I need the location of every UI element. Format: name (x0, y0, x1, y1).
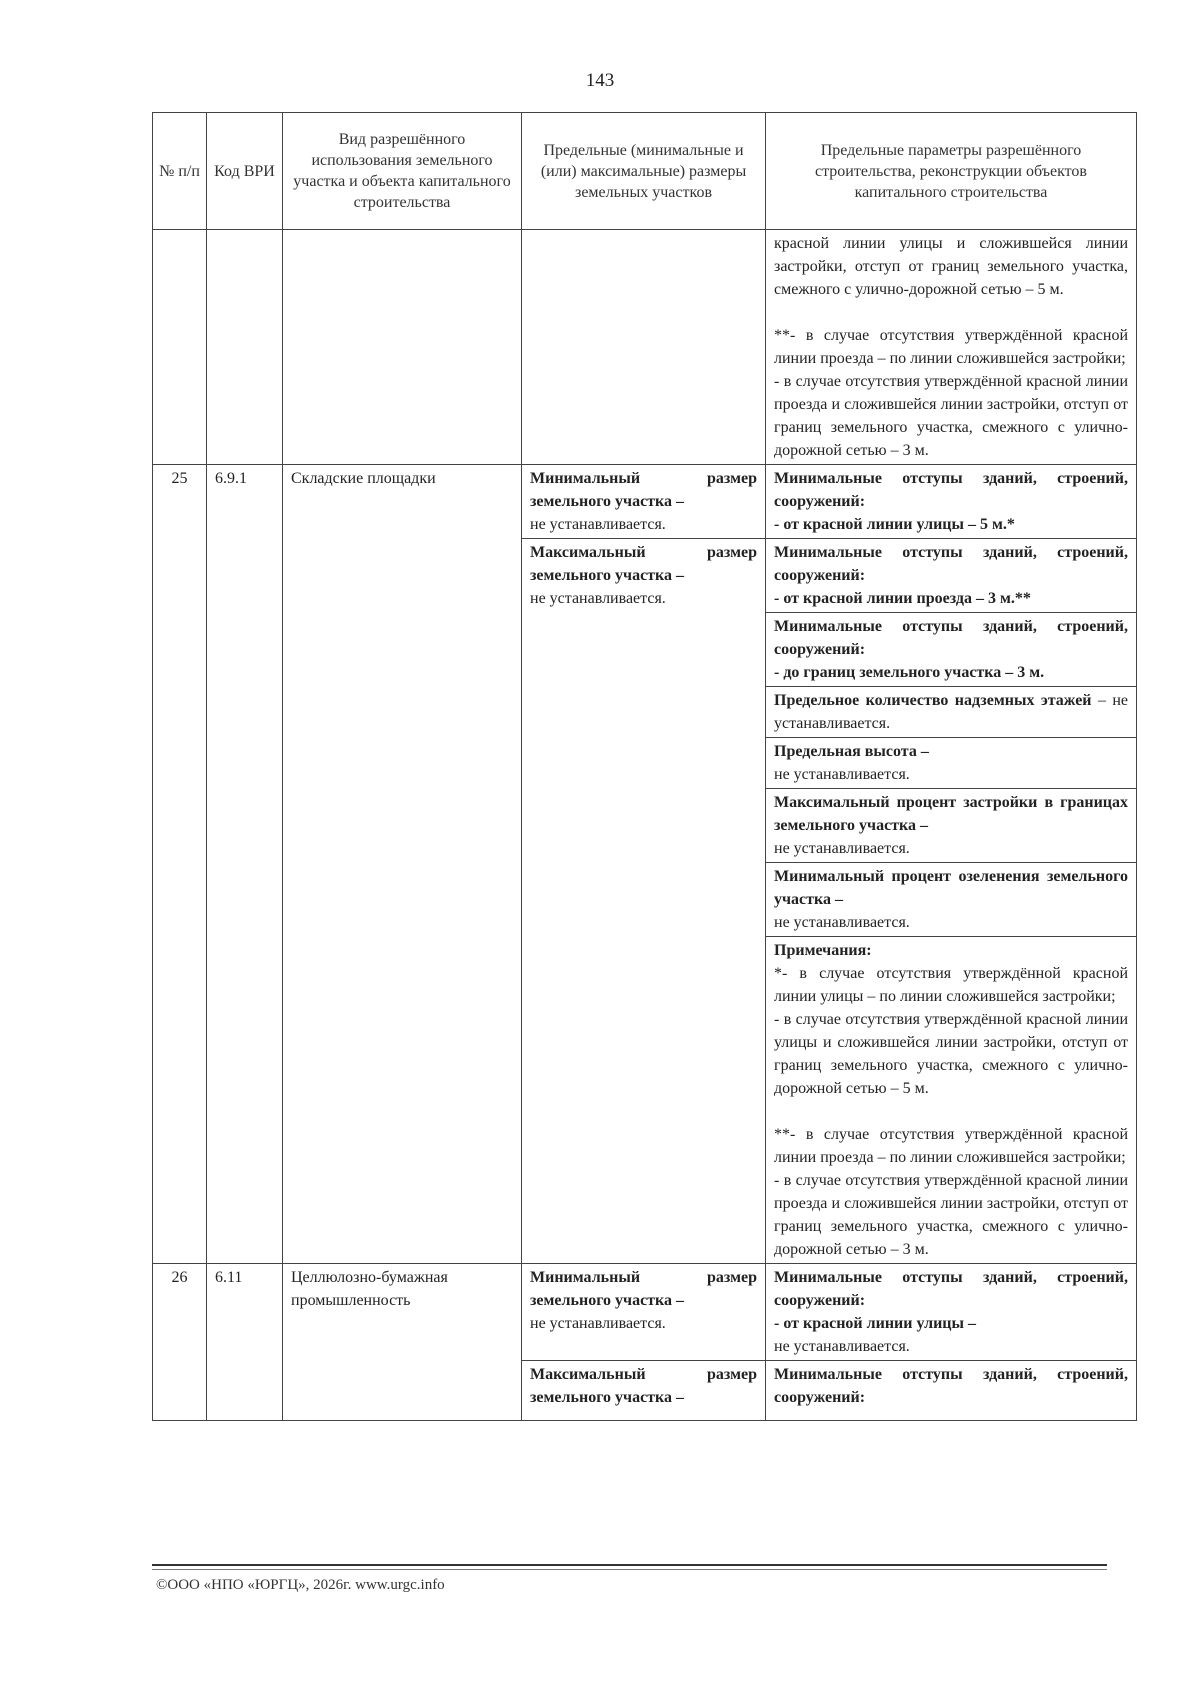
continuation-text-1: красной линии улицы и сложившейся линии застройки, отступ от границ земельного участка, смежного с улично-дорожной сетью – 5 м. (774, 235, 1128, 298)
header-code: Код ВРИ (207, 113, 283, 230)
row25-param-1 (766, 465, 1137, 539)
row26-min-size-label: Минимальный размер земельного участка – (530, 1269, 757, 1309)
row25-note-3: **- в случае отсутствия утверждённой красной линии проезда – по линии сложившейся застройки; (774, 1126, 1128, 1166)
header-params: Предельные параметры разрешённого строительства, реконструкции объектов капитального строительства (766, 113, 1137, 230)
row25-param-4 (766, 687, 1137, 738)
row25-param-2 (766, 539, 1137, 613)
row25-param-7-value: не устанавливается. (774, 914, 910, 931)
row26-param-1-label: Минимальные отступы зданий, строений, сооружений: (774, 1269, 1128, 1309)
row25-name: Складские площадки (283, 465, 522, 1264)
row26-param-2-label: Минимальные отступы зданий, строений, сооружений: (774, 1366, 1128, 1406)
row25-param-4-label: Предельное количество надземных этажей (774, 692, 1092, 709)
row25-param-1-label: Минимальные отступы зданий, строений, сооружений: (774, 470, 1128, 510)
header-num: № п/п (153, 113, 207, 230)
row25-max-size (522, 539, 766, 1264)
row25-num: 25 (153, 465, 207, 1264)
row25-note-2: - в случае отсутствия утверждённой красной линии улицы и сложившейся линии застройки, отступ от границ земельного участка, смежного с улично-дорожной сетью – 5 м. (774, 1011, 1128, 1097)
continuation-text-2: **- в случае отсутствия утверждённой красной линии проезда – по линии сложившейся застройки; (774, 327, 1128, 367)
header-kind: Вид разрешённого использования земельного участка и объекта капитального строительства (283, 113, 522, 230)
row25-notes (766, 937, 1137, 1264)
row25-param-6 (766, 789, 1137, 863)
row26-min-size-value: не устанавливается. (530, 1315, 666, 1332)
row25-param-3-value: - до границ земельного участка – 3 м. (774, 664, 1045, 681)
zoning-table (152, 112, 1137, 1421)
row26-name: Целлюлозно-бумажная промышленность (283, 1264, 522, 1421)
row26-min-size (522, 1264, 766, 1361)
row25-max-size-label: Максимальный размер земельного участка – (530, 544, 757, 584)
row25-param-5-value: не устанавливается. (774, 766, 910, 783)
footer-divider (152, 1564, 1107, 1566)
continuation-cell (766, 230, 1137, 465)
row25-note-1: *- в случае отсутствия утверждённой красной линии улицы – по линии сложившейся застройки; (774, 965, 1128, 1005)
row26-max-size-label: Максимальный размер земельного участка – (530, 1366, 757, 1406)
row26-param-1 (766, 1264, 1137, 1361)
row25-min-size-value: не устанавливается. (530, 516, 666, 533)
continuation-text-3: - в случае отсутствия утверждённой красной линии проезда и сложившейся линии застройки, отступ от границ земельного участка, смежного с улично-дорожной сетью – 3 м. (774, 373, 1128, 459)
row25-param-7-label: Минимальный процент озеленения земельного участка – (774, 868, 1128, 908)
footer-divider-thin (152, 1569, 1107, 1570)
row25-note-4: - в случае отсутствия утверждённой красной линии проезда и сложившейся линии застройки, отступ от границ земельного участка, смежного с улично-дорожной сетью – 3 м. (774, 1172, 1128, 1258)
row25-param-3 (766, 613, 1137, 687)
row26-param-1-value: - от красной линии улицы – (774, 1315, 976, 1332)
row25-param-6-label: Максимальный процент застройки в границах земельного участка – (774, 794, 1128, 834)
row25-min-size (522, 465, 766, 539)
row25-param-5-label: Предельная высота – (774, 743, 929, 760)
row26-num: 26 (153, 1264, 207, 1421)
row25-code: 6.9.1 (207, 465, 283, 1264)
table-row-25 (153, 465, 1137, 539)
page-number: 143 (585, 70, 615, 91)
row25-max-size-value: не устанавливается. (530, 590, 666, 607)
row25-notes-title: Примечания: (774, 942, 872, 959)
table-header-row (153, 113, 1137, 230)
row25-param-5 (766, 738, 1137, 789)
table-row-continuation (153, 230, 1137, 465)
row26-max-size (522, 1361, 766, 1421)
header-size: Предельные (минимальные и (или) максимальные) размеры земельных участков (522, 113, 766, 230)
row25-param-7 (766, 863, 1137, 937)
footer-copyright: ©ООО «НПО «ЮРГЦ», 2026г. www.urgc.info (156, 1577, 445, 1593)
row26-param-2 (766, 1361, 1137, 1421)
row25-param-1-value: - от красной линии улицы – 5 м.* (774, 516, 1015, 533)
row25-param-4-value: – не устанавливается. (774, 692, 1129, 732)
row26-param-1-note: не устанавливается. (774, 1338, 910, 1355)
row25-param-2-label: Минимальные отступы зданий, строений, сооружений: (774, 544, 1128, 584)
row25-min-size-label: Минимальный размер земельного участка – (530, 470, 757, 510)
table-row-26 (153, 1264, 1137, 1361)
row25-param-3-label: Минимальные отступы зданий, строений, сооружений: (774, 618, 1128, 658)
row25-param-2-value: - от красной линии проезда – 3 м.** (774, 590, 1031, 607)
row26-code: 6.11 (207, 1264, 283, 1421)
row25-param-6-value: не устанавливается. (774, 840, 910, 857)
